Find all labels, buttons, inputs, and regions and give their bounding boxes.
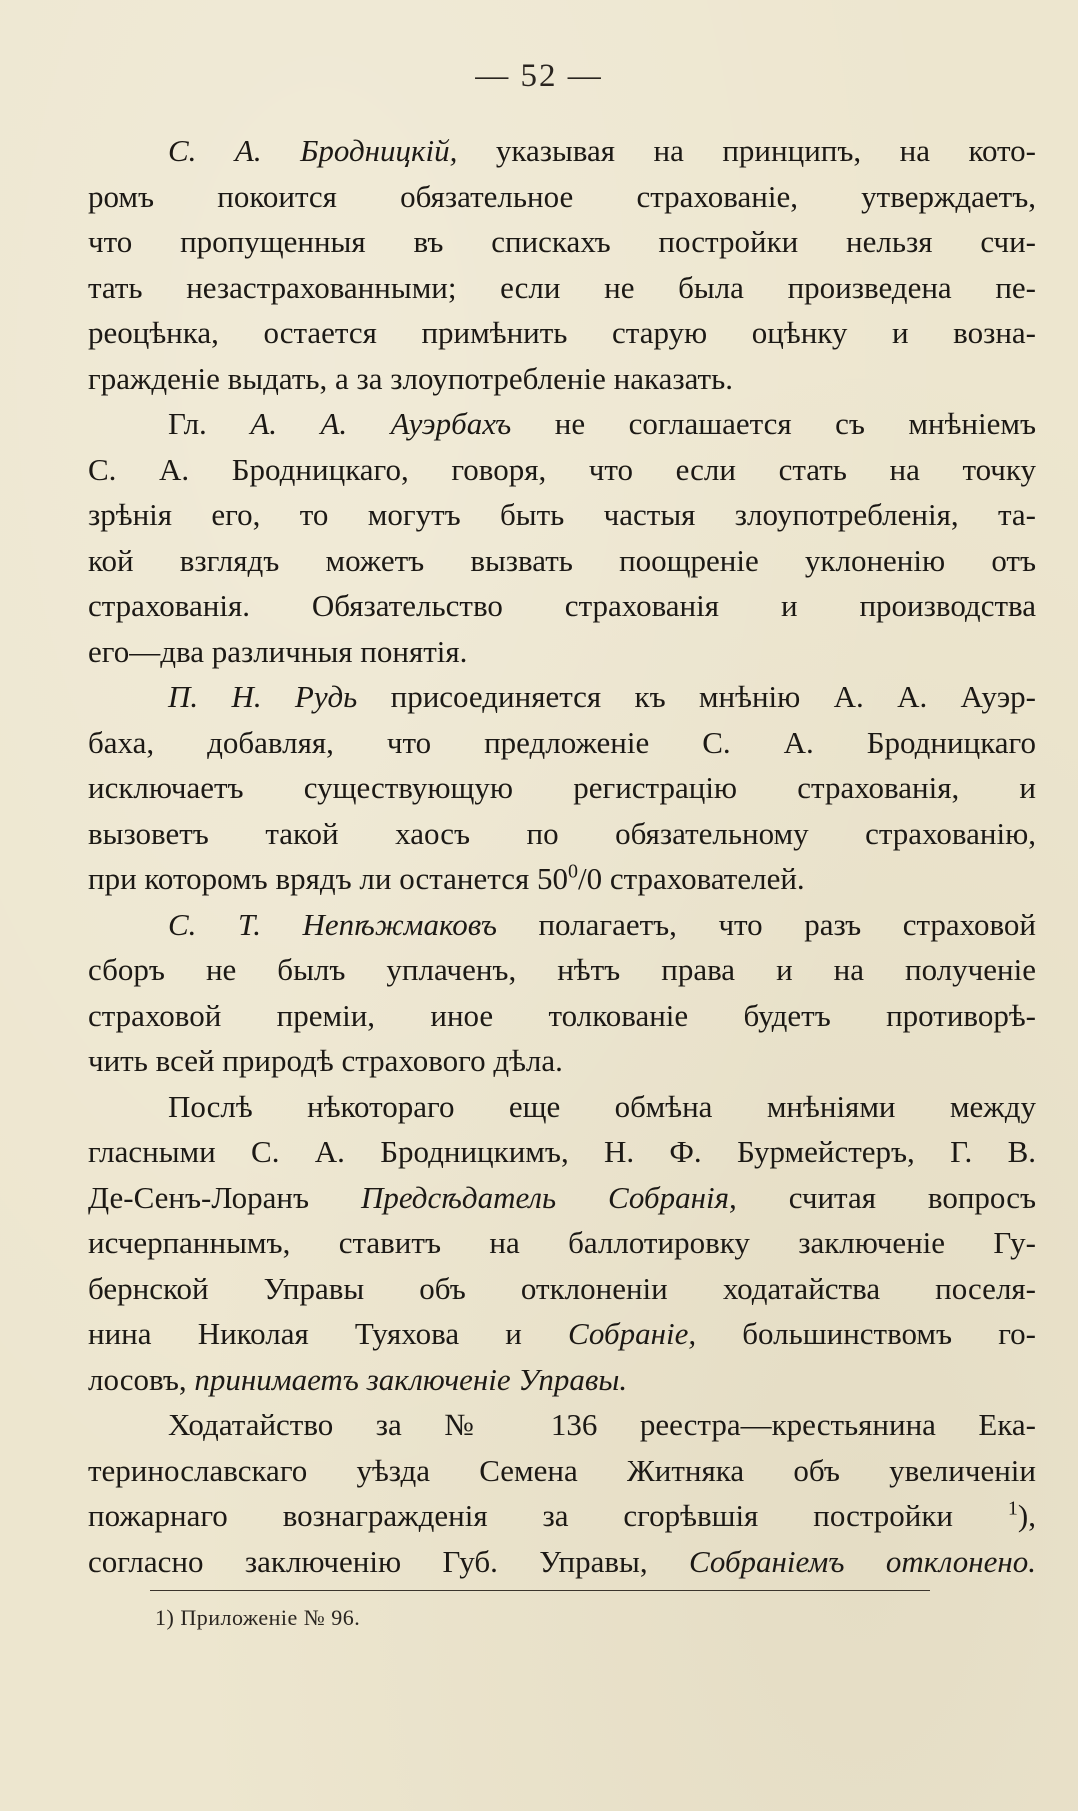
speaker-name: П. Н. Рудь: [168, 679, 358, 714]
paragraph-4-line-1: [88, 902, 1036, 948]
paragraph-5-line-1: Послѣ нѣкотораго еще обмѣна мнѣнiями между: [168, 1088, 1036, 1124]
paragraph-1-line-3: что пропущенныя въ спискахъ постройки нельзя счи-: [88, 224, 1036, 259]
paragraph-1-line-1: [88, 128, 1036, 174]
paragraph-6-line-1: Ходатайство за № 136 реестра—крестьянина Ека-: [168, 1407, 1036, 1442]
text-span: полагаетъ, что разъ страховой: [496, 906, 1036, 942]
paragraph-5-line-4: исчерпаннымъ, ставитъ на баллотировку заключенiе Гу-: [88, 1225, 1036, 1260]
text-span: указывая на принципъ, на кото-: [457, 133, 1036, 168]
paragraph-2-line-3: зрѣнiя его, то могутъ быть частыя злоупотребленiя, та-: [88, 497, 1036, 532]
paragraph-5-line-7: [88, 1357, 1036, 1403]
paragraph-5-line-5: бернской Управы объ отклоненiи ходатайства поселя-: [88, 1270, 1036, 1306]
italic-phrase: Предсѣдатель Собранiя,: [360, 1179, 737, 1215]
paragraph-3-line-3: исключаетъ существующую регистрацiю страхованiя, и: [88, 770, 1036, 805]
paragraph-3-line-1: [88, 674, 1036, 720]
footnote-divider: [150, 1590, 930, 1591]
text-span: большинствомъ го-: [696, 1316, 1036, 1351]
paragraph-4-line-3: страховой премiи, иное толкованiе будетъ противорѣ-: [88, 997, 1036, 1033]
paragraph-2-line-4: кой взглядъ можетъ вызвать поощренiе уклоненiю отъ: [88, 542, 1036, 578]
paragraph-3-line-2: баха, добавляя, что предложенiе С. А. Бродницкаго: [88, 724, 1036, 760]
paragraph-1-line-2: ромъ покоится обязательное страхованiе, утверждаетъ,: [88, 178, 1036, 214]
footnote: 1) Приложенiе № 96.: [155, 1605, 361, 1630]
paragraph-1-line-6: гражденiе выдать, а за злоупотребленiе наказать.: [88, 360, 733, 396]
speaker-name: А. А. Ауэрбахъ: [250, 406, 512, 441]
text-span: присоединяется къ мнѣнiю А. А. Ауэр-: [357, 679, 1036, 714]
paragraph-2-line-5: страхованiя. Обязательство страхованiя и производства: [88, 588, 1036, 623]
title-prefix: Гл.: [168, 406, 251, 441]
paragraph-3-line-4: вызоветъ такой хаосъ по обязательному страхованiю,: [88, 815, 1036, 851]
italic-phrase: принимаетъ заключенiе Управы.: [194, 1361, 628, 1397]
paragraph-5-line-6: [88, 1311, 1036, 1357]
speaker-name: С. Т. Непѣжмаковъ: [168, 906, 497, 942]
text-span: нина Николая Туяхова и: [88, 1316, 569, 1351]
footnote-marker: 1: [1007, 1497, 1018, 1520]
paragraph-6-line-3: [88, 1493, 1036, 1539]
speaker-name: С. А. Бродницкiй,: [168, 133, 458, 168]
text-span: лосовъ,: [88, 1361, 195, 1397]
paragraph-2-line-6: его—два различныя понятiя.: [88, 633, 468, 669]
superscript: 0: [567, 860, 578, 883]
text-span: не соглашается съ мнѣнiемъ: [511, 406, 1037, 441]
paragraph-5-line-3: [88, 1175, 1036, 1221]
text-span: согласно заключенiю Губ. Управы,: [88, 1543, 689, 1579]
paragraph-2-line-1: [88, 401, 1036, 447]
paragraph-6-line-4: [88, 1539, 1036, 1585]
paragraph-2-line-2: С. А. Бродницкаго, говоря, что если стать на точку: [88, 451, 1036, 487]
paragraph-1-line-5: реоцѣнка, остается примѣнить старую оцѣнку и возна-: [88, 315, 1036, 350]
text-span: считая вопросъ: [736, 1179, 1036, 1215]
body-text: [88, 128, 1036, 1584]
page-number: — 52 —: [475, 58, 603, 94]
paragraph-3-line-5: [88, 856, 1036, 902]
italic-phrase: Собранiемъ отклонено.: [688, 1543, 1036, 1579]
paragraph-1-line-4: тать незастрахованными; если не была произведена пе-: [88, 269, 1036, 305]
paragraph-5-line-2: гласными С. А. Бродницкимъ, Н. Ф. Бурмейстеръ, Г. В.: [88, 1134, 1036, 1169]
text-span: при которомъ врядъ ли останется 50: [88, 861, 568, 896]
paragraph-6-line-2: теринославскаго уѣзда Семена Житняка объ увеличенiи: [88, 1452, 1036, 1488]
text-span: пожарнаго вознагражденiя за сгорѣвшiя постройки: [88, 1498, 1008, 1533]
paragraph-4-line-4: чить всей природѣ страхового дѣла.: [88, 1043, 563, 1078]
text-span: ),: [1017, 1498, 1036, 1533]
text-span: /0 страхователей.: [577, 861, 805, 896]
text-span: Де-Сенъ-Лоранъ: [88, 1179, 361, 1215]
paragraph-4-line-2: сборъ не былъ уплаченъ, нѣтъ права и на полученiе: [88, 952, 1036, 987]
italic-phrase: Собранiе,: [568, 1316, 697, 1351]
